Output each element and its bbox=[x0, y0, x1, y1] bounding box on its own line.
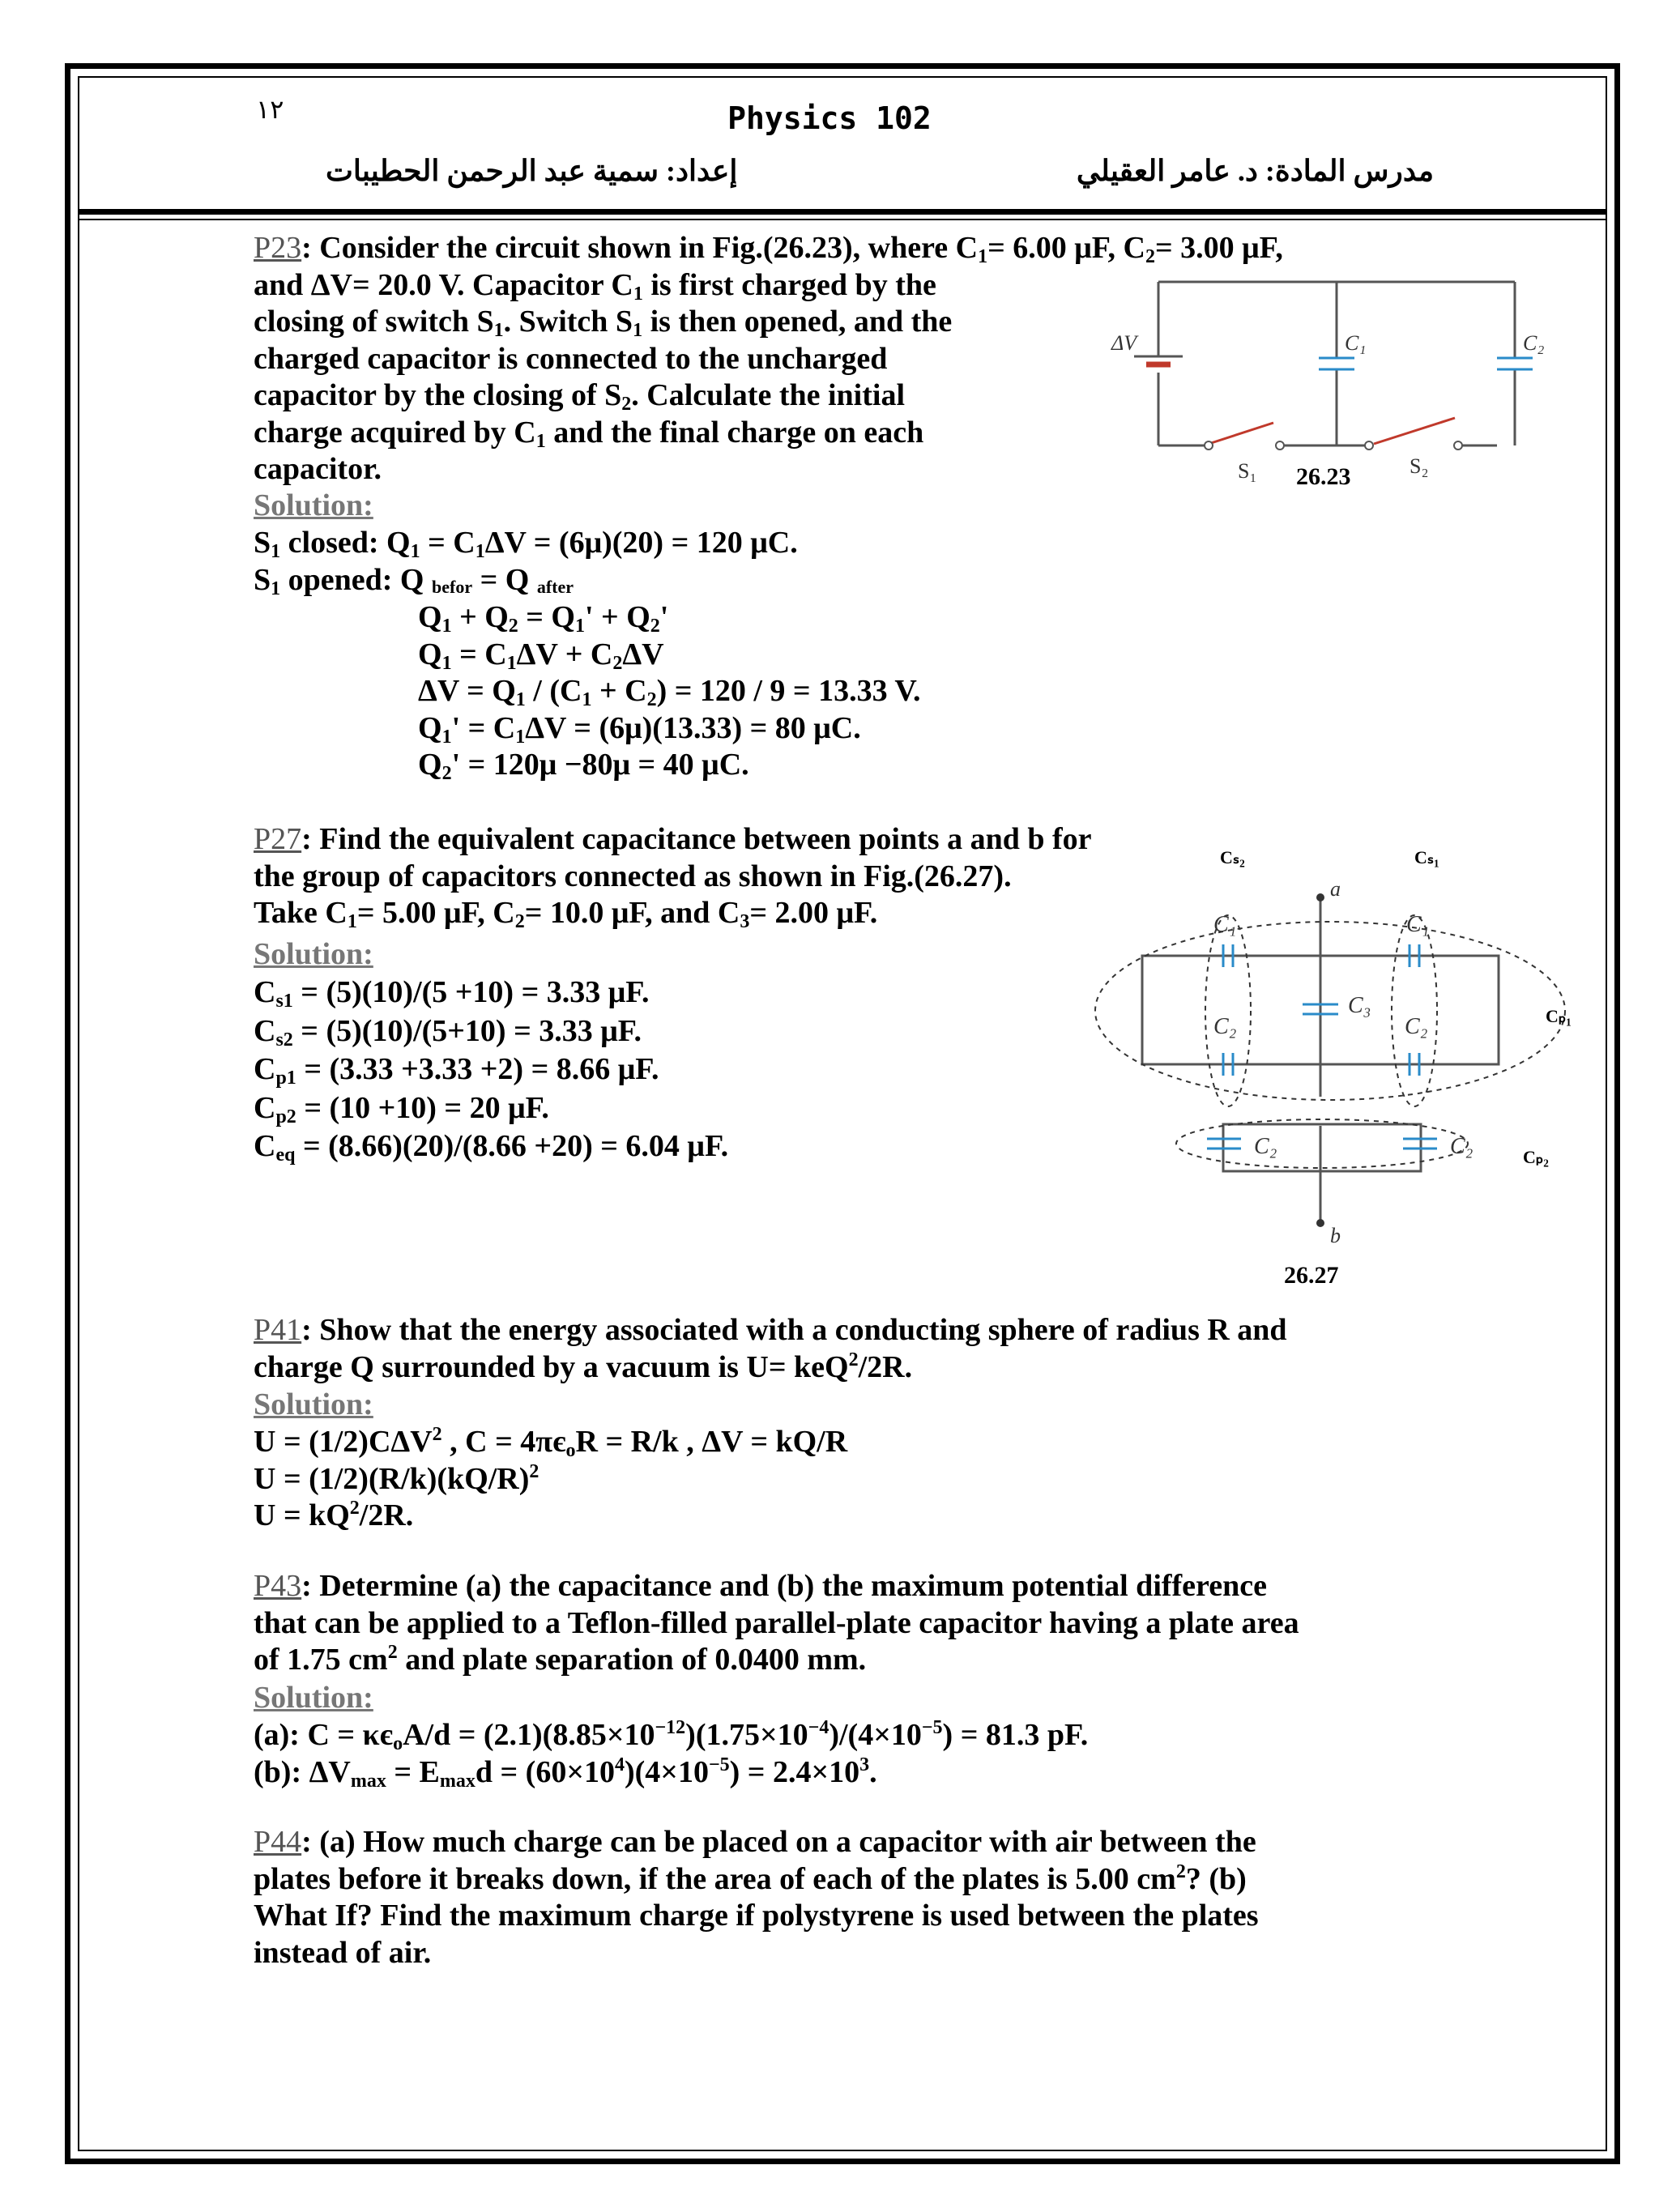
p43-solution-label: Solution: bbox=[254, 1681, 373, 1715]
p44-id: P44 bbox=[254, 1825, 302, 1859]
fig27-label-c1-right: C₁ bbox=[1406, 912, 1430, 937]
course-title: Physics 102 bbox=[727, 100, 932, 136]
fig23-label-c1: C₁ bbox=[1345, 331, 1367, 355]
node-b-icon bbox=[1316, 1219, 1324, 1227]
p23-solution-label: Solution: bbox=[254, 488, 373, 522]
header-rule bbox=[79, 209, 1606, 215]
fig27-label-b: b bbox=[1330, 1224, 1341, 1247]
fig27-label-c2-bottom-right: C₂ bbox=[1450, 1134, 1473, 1159]
p23-question: P23: Consider the circuit shown in Fig.(26.23), where $C_1= 6.00$ μF, $C_2= 3.00$ μF, and ΔV= 20.0 V. Capacitor $C_1$ is first charged by the closing of switch $S_1$. Switch $S_1$ is then opened, and the charged capacitor is connected to the uncharged capacitor by the closing of $S_2$. Calculate the initial charge acquired by $C_1$ and the final charge on each capacitor. bbox=[254, 231, 1283, 486]
battery-icon bbox=[1134, 356, 1183, 364]
p41-question: P41: Show that the energy associated with a conducting sphere of radius R and charge Q surrounded by a vacuum is U= keQ$^2$/2R. bbox=[254, 1313, 1287, 1384]
fig23-label-s2: S₂ bbox=[1410, 454, 1429, 478]
fig27-label-a: a bbox=[1330, 877, 1341, 901]
fig27-label-c1-left: C₁ bbox=[1213, 912, 1237, 937]
p27-id: P27 bbox=[254, 822, 302, 856]
p27-question: P27: Find the equivalent capacitance between points a and b for the group of capacitors connected as shown in Fig.(26.27). Take $C_1= 5.00$ μF, $C_2= 10.0$ μF, and $C_3= 2.00$ μF. bbox=[254, 822, 1092, 932]
fig27-label-c2-right: C₂ bbox=[1405, 1014, 1428, 1039]
fig23-label-dv: ΔV bbox=[1111, 331, 1137, 355]
p41-id: P41 bbox=[254, 1313, 302, 1347]
p43-solution: (a): $C = \kappa є_oA/d = (2.1)(8.85\times 10^{-12})(1.75\times 10^{-4})/(4\times 10^{-5}) = 81.3$ pF. (b): $\Delta V_{max} = E_{max}d = (60\times 10^4)(4\times 10^{-5}) = 2.4\times 10^3$. bbox=[254, 1717, 1089, 1792]
cp1-group-outline bbox=[1095, 922, 1565, 1100]
node-a-icon bbox=[1316, 893, 1324, 901]
switch-s1-icon bbox=[1205, 423, 1284, 450]
page-number: ١٢ bbox=[256, 95, 284, 124]
figure-26-27-circuit bbox=[1094, 842, 1580, 1264]
fig27-label-cp1: Cₚ₁ bbox=[1546, 1006, 1572, 1026]
p43-id: P43 bbox=[254, 1569, 302, 1603]
prepared-by: إعداد: سمية عبد الرحمن الحطيبات bbox=[326, 155, 738, 187]
p44-question: P44: (a) How much charge can be placed on a capacitor with air between the plates before it breaks down, if the area of each of the plates is 5.00 $cm^2$? (b) What If? Find the maximum charge if polystyrene is used between the plates instead of air. bbox=[254, 1825, 1259, 1970]
figure-26-27-caption: 26.27 bbox=[1284, 1262, 1339, 1289]
fig23-label-c2: C₂ bbox=[1523, 331, 1545, 355]
header-rule-thin bbox=[79, 219, 1606, 220]
fig23-label-s1: S₁ bbox=[1238, 459, 1257, 483]
capacitor-c1-icon bbox=[1319, 358, 1354, 369]
fig27-label-cp2: Cₚ₂ bbox=[1523, 1147, 1549, 1167]
p23-id: P23 bbox=[254, 231, 302, 265]
p41-solution: $U = (1/2)C\Delta V^2$ , $C = 4\pi є_oR = R/k$ , ΔV = kQ/R $U = (1/2)(R/k)(kQ/R)^2$ $U = kQ^2/2R$. bbox=[254, 1424, 848, 1532]
cs1-group-outline bbox=[1392, 915, 1437, 1106]
fig27-label-c2-bottom-left: C₂ bbox=[1254, 1134, 1277, 1159]
fig27-label-cs2: Cₛ₂ bbox=[1220, 847, 1245, 867]
p23-solution: $S_1$ closed: $Q_1 = C_1\Delta V = (6\mu)(20) = 120$ μC. $S_1$ opened: Q $_{befor}$ = Q $_{after}$ bbox=[254, 526, 798, 599]
p27-solution-label: Solution: bbox=[254, 937, 373, 971]
p27-solution: $C_{s1} = (5)(10)/(5 +10) = 3.33$ μF. $C_{s2} = (5)(10)/(5+10) = 3.33$ μF. $C_{p1} = (3.33 +3.33 +2) = 8.66$ μF. $C_{p2} = (10 +10) = 20$ μF. $C_{eq} = (8.66)(20)/(8.66 +20) = 6.04$ μF. bbox=[254, 975, 729, 1166]
switch-s2-icon bbox=[1365, 418, 1462, 450]
cs2-group-outline bbox=[1205, 915, 1251, 1106]
fig27-label-c3: C₃ bbox=[1348, 993, 1371, 1018]
fig27-label-cs1: Cₛ₁ bbox=[1414, 847, 1439, 867]
cp2-group-outline bbox=[1176, 1119, 1468, 1168]
p41-solution-label: Solution: bbox=[254, 1387, 373, 1421]
fig27-label-c2-left: C₂ bbox=[1213, 1014, 1237, 1039]
p43-question: P43: Determine (a) the capacitance and (b) the maximum potential difference that can be applied to a Teflon-filled parallel-plate capacitor having a plate area of 1.75 $cm^2$ and plate separation of 0.0400 mm. bbox=[254, 1569, 1299, 1677]
teacher-name: مدرس المادة: د. عامر العقيلي bbox=[1076, 155, 1434, 187]
figure-26-23-caption: 26.23 bbox=[1296, 463, 1351, 490]
p23-solution-steps: $Q_1 + Q_2 = Q_1' + Q_2'$ $Q_1 = C_1\Delta V + C_2\Delta V$ $\Delta V = Q_1 / (C_1 + C_2) = 120 / 9 = 13.33$ V. $Q_1' = C_1\Delta V = (6\mu)(13.33) = 80$ μC. $Q_2' = 120\mu -80\mu = 40$ μC. bbox=[418, 600, 921, 784]
